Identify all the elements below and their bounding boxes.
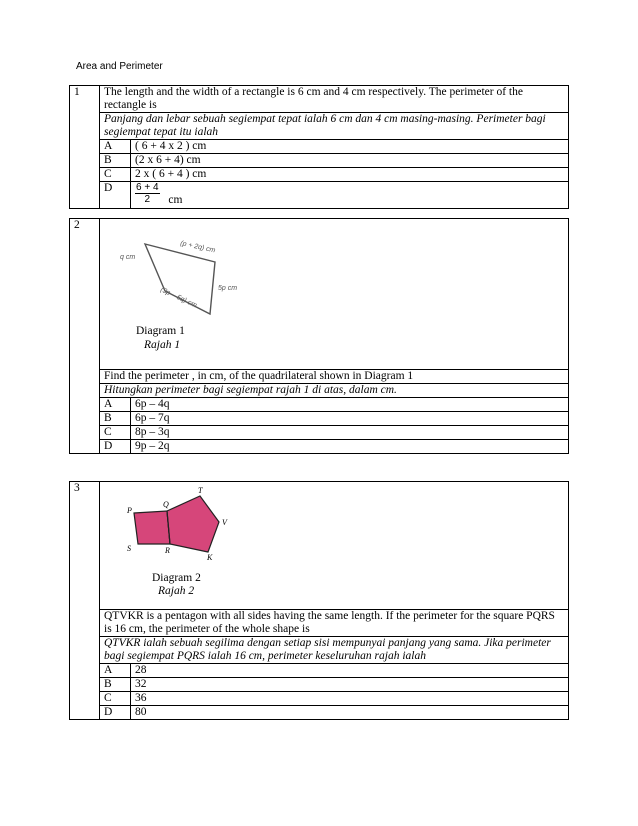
question-3-table bbox=[69, 481, 569, 720]
question-text-ms: Panjang dan lebar sebuah segiempat tepat ialah 6 cm dan 4 cm masing-masing. Perimeter bagi segiempat tepat itu ialah bbox=[100, 113, 569, 140]
fraction-denominator: 2 bbox=[144, 194, 151, 205]
question-1-table bbox=[69, 85, 569, 209]
option-letter: D bbox=[100, 440, 131, 454]
quadrilateral-diagram bbox=[100, 219, 250, 341]
option-text: 8p – 3q bbox=[131, 426, 569, 440]
question-text-en: The length and the width of a rectangle is 6 cm and 4 cm respectively. The perimeter of the rectangle is bbox=[100, 86, 569, 113]
option-row[interactable] bbox=[70, 692, 569, 706]
option-letter: A bbox=[100, 398, 131, 412]
option-letter: C bbox=[100, 168, 131, 182]
question-number: 1 bbox=[70, 86, 100, 209]
side-label-left: q cm bbox=[120, 254, 136, 261]
option-text: 28 bbox=[131, 664, 569, 678]
option-row[interactable] bbox=[70, 678, 569, 692]
square-pqrs bbox=[134, 511, 170, 544]
question-text-en: QTVKR is a pentagon with all sides having the same length. If the perimeter for the square PQRS is 16 cm, the perimeter of the whole shape is bbox=[100, 610, 569, 637]
option-row[interactable] bbox=[70, 706, 569, 720]
side-label-top: (p + 2q) cm bbox=[179, 240, 216, 255]
pentagon-square-diagram bbox=[100, 482, 270, 572]
option-letter: D bbox=[100, 706, 131, 720]
quadrilateral-shape bbox=[145, 244, 215, 314]
question-text-ms: QTVKR ialah sebuah segilima dengan setiap sisi mempunyai panjang yang sama. Jika perimeter bagi segiempat PQRS ialah 16 cm, perimeter keseluruhan rajah ialah bbox=[100, 637, 569, 664]
diagram-caption-ms: Rajah 2 bbox=[158, 585, 195, 597]
option-row[interactable] bbox=[70, 440, 569, 454]
question-number: 2 bbox=[70, 219, 100, 454]
option-letter: A bbox=[100, 140, 131, 154]
option-row[interactable] bbox=[70, 664, 569, 678]
option-letter: B bbox=[100, 154, 131, 168]
option-letter: D bbox=[100, 182, 131, 209]
diagram-caption-ms: Rajah 1 bbox=[144, 339, 181, 351]
question-text-ms: Hitungkan perimeter bagi segiempat rajah 1 di atas, dalam cm. bbox=[100, 384, 569, 398]
vertex-label-q: Q bbox=[163, 500, 169, 509]
option-text: 9p – 2q bbox=[131, 440, 569, 454]
diagram-caption: Diagram 2 bbox=[152, 572, 201, 584]
option-text: 6p – 7q bbox=[131, 412, 569, 426]
pentagon-qtvkr bbox=[167, 496, 219, 552]
question-text-en: Find the perimeter , in cm, of the quadrilateral shown in Diagram 1 bbox=[100, 370, 569, 384]
option-text: (2 x 6 + 4) cm bbox=[131, 154, 569, 168]
vertex-label-v: V bbox=[222, 518, 227, 527]
vertex-label-p: P bbox=[127, 506, 132, 515]
option-text: 80 bbox=[131, 706, 569, 720]
option-text bbox=[131, 182, 569, 209]
option-row[interactable] bbox=[70, 140, 569, 154]
vertex-label-k: K bbox=[207, 553, 213, 562]
option-text: 36 bbox=[131, 692, 569, 706]
option-row[interactable] bbox=[70, 154, 569, 168]
option-row[interactable] bbox=[70, 182, 569, 209]
option-letter: C bbox=[100, 426, 131, 440]
option-row[interactable] bbox=[70, 168, 569, 182]
option-letter: A bbox=[100, 664, 131, 678]
diagram-cell bbox=[100, 219, 569, 370]
question-number: 3 bbox=[70, 482, 100, 720]
vertex-label-s: S bbox=[127, 544, 131, 553]
option-row[interactable] bbox=[70, 412, 569, 426]
option-letter: B bbox=[100, 678, 131, 692]
option-row[interactable] bbox=[70, 398, 569, 412]
diagram-caption: Diagram 1 bbox=[136, 325, 185, 337]
side-label-bottom: (3p – 5q) cm bbox=[159, 286, 198, 310]
side-label-right: 5p cm bbox=[218, 285, 238, 292]
vertex-label-r: R bbox=[165, 546, 170, 555]
option-row[interactable] bbox=[70, 426, 569, 440]
fraction bbox=[135, 182, 160, 205]
option-unit: cm bbox=[168, 194, 183, 206]
option-text: 6p – 4q bbox=[131, 398, 569, 412]
option-letter: B bbox=[100, 412, 131, 426]
option-letter: C bbox=[100, 692, 131, 706]
fraction-numerator: 6 + 4 bbox=[136, 182, 159, 193]
option-text: 32 bbox=[131, 678, 569, 692]
option-text: ( 6 + 4 x 2 ) cm bbox=[131, 140, 569, 154]
diagram-cell bbox=[100, 482, 569, 610]
vertex-label-t: T bbox=[198, 486, 203, 495]
page-title: Area and Perimeter bbox=[76, 61, 163, 72]
option-text: 2 x ( 6 + 4 ) cm bbox=[131, 168, 569, 182]
question-2-table bbox=[69, 218, 569, 454]
